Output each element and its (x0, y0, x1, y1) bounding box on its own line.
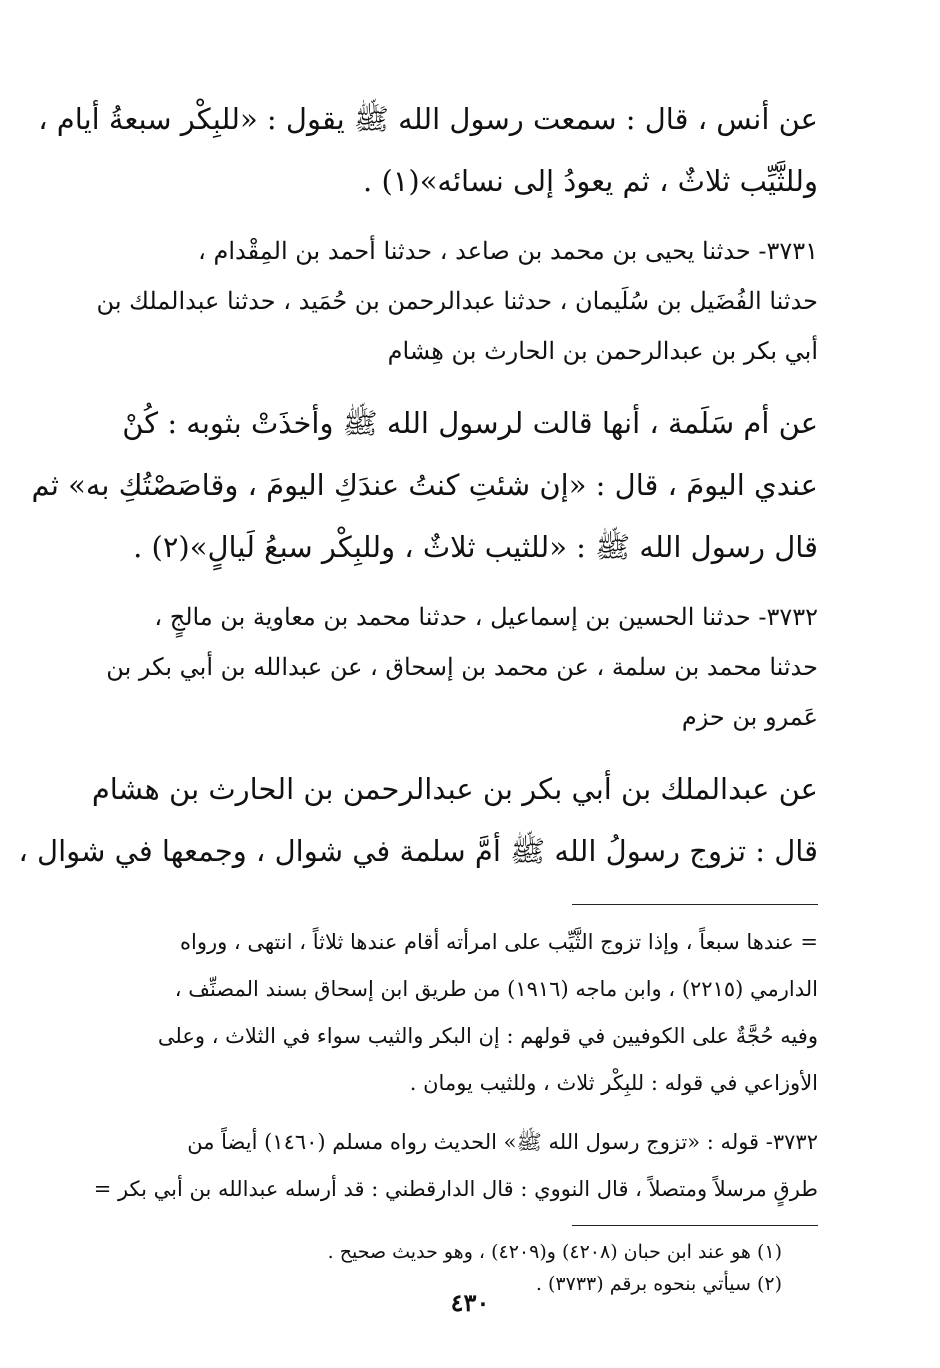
text-line: قال رسول الله ﷺ : «للثيب ثلاثٌ ، وللبِكْر سبعُ لَيالٍ»(٢) . (133, 530, 818, 564)
chain-line: حدثنا محمد بن سلمة ، عن محمد بن إسحاق ، عن عبدالله بن أبي بكر بن (106, 653, 818, 681)
hadith-3731-text (31, 392, 818, 578)
commentary-line: ٣٧٣٢- قوله : «تزوج رسول الله ﷺ» الحديث رواه مسلم (١٤٦٠) أيضاً من (187, 1130, 818, 1154)
commentary-line: وفيه حُجَّةٌ على الكوفيين في قولهم : إن البكر والثيب سواء في الثلاث ، وعلى (157, 1024, 818, 1048)
text-line: عن عبدالملك بن أبي بكر بن عبدالرحمن بن الحارث بن هشام (91, 772, 818, 806)
commentary-line: طرقٍ مرسلاً ومتصلاً ، قال النووي : قال الدارقطني : قد أرسله عبدالله بن أبي بكر = (93, 1177, 818, 1201)
chain-line: أبي بكر بن عبدالرحمن بن الحارث بن هِشام (387, 337, 818, 365)
text-line: عن أنس ، قال : سمعت رسول الله ﷺ يقول : «للبِكْر سبعةُ أيام ، (38, 102, 818, 136)
chain-line: عَمرو بن حزم (681, 703, 818, 731)
footnote-separator (572, 1225, 818, 1226)
footnote-1: (١) هو عند ابن حبان (٤٢٠٨) و(٤٢٠٩) ، وهو حديث صحيح . (327, 1241, 782, 1263)
text-line: وللثَّيِّب ثلاثٌ ، ثم يعودُ إلى نسائه»(١) . (363, 164, 818, 198)
commentary-paragraph (93, 1119, 818, 1213)
hadith-3730-text (38, 88, 818, 212)
page-number: ٤٣٠ (450, 1288, 490, 1317)
chain-line: ٣٧٣١- حدثنا يحيى بن محمد بن صاعد ، حدثنا أحمد بن المِقْدام ، (198, 237, 818, 265)
hadith-3732-chain (100, 592, 818, 742)
hadith-3731-chain (96, 226, 818, 376)
commentary-paragraph (100, 919, 818, 1107)
hadith-3732-text (18, 758, 818, 882)
text-line: قال : تزوج رسولُ الله ﷺ أمَّ سلمة في شوال ، وجمعها في شوال ، (18, 834, 818, 868)
commentary-line: الدارمي (٢٢١٥) ، وابن ماجه (١٩١٦) من طريق ابن إسحاق بسند المصنِّف ، (174, 977, 818, 1001)
commentary-separator (572, 904, 818, 905)
book-page (18, 88, 818, 1308)
commentary-line: الأوزاعي في قوله : للبِكْر ثلاث ، وللثيب يومان . (409, 1071, 818, 1095)
text-line: عن أم سَلَمة ، أنها قالت لرسول الله ﷺ وأخذَتْ بثوبه : كُنْ (122, 406, 818, 440)
chain-line: ٣٧٣٢- حدثنا الحسين بن إسماعيل ، حدثنا محمد بن معاوية بن مالجٍ ، (154, 603, 818, 631)
commentary-line: = عندها سبعاً ، وإذا تزوج الثَّيِّب على امرأته أقام عندها ثلاثاً ، انتهى ، ورواه (179, 930, 818, 954)
footnote-2: (٢) سيأتي بنحوه برقم (٣٧٣٣) . (535, 1273, 782, 1295)
text-line: عندي اليومَ ، قال : «إن شئتِ كنتُ عندَكِ اليومَ ، وقاصَصْتُكِ به» ثم (31, 468, 818, 502)
chain-line: حدثنا الفُضَيل بن سُلَيمان ، حدثنا عبدالرحمن بن حُمَيد ، حدثنا عبدالملك بن (96, 287, 818, 315)
